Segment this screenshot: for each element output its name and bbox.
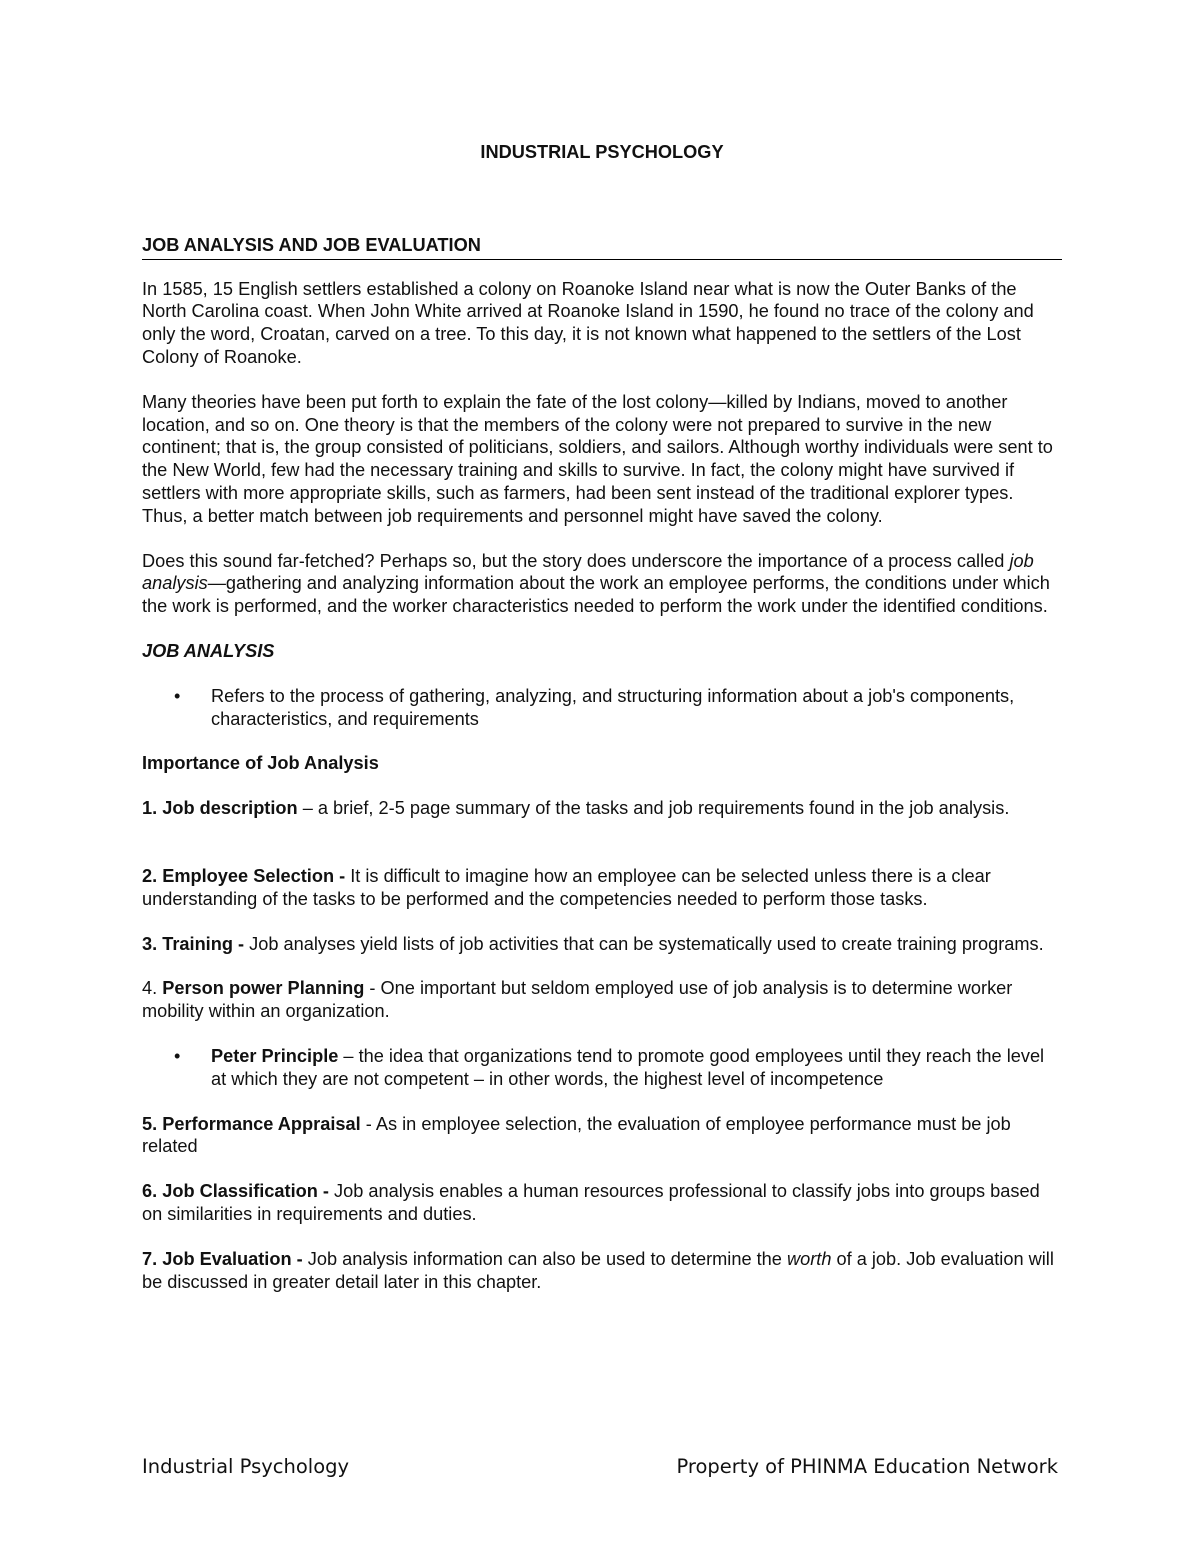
item-text: – a brief, 2-5 page summary of the tasks and job requirements found in the job analysis. bbox=[297, 798, 1010, 819]
item-text-after: of a job. Job evaluation will be discussed in greater detail later in this chapter. bbox=[142, 1248, 1054, 1292]
job-analysis-list bbox=[142, 685, 1062, 731]
item-text: - As in employee selection, the evaluation of employee performance must be job related bbox=[142, 1113, 1011, 1157]
footer-right-text: Property of PHINMA Education Network bbox=[676, 1455, 1058, 1478]
importance-item-person-power-planning bbox=[142, 977, 1062, 1023]
item-text: - One important but seldom employed use of job analysis is to determine worker mobility within an organization. bbox=[142, 978, 1013, 1022]
importance-item-job-description bbox=[142, 797, 1062, 820]
document-body bbox=[142, 141, 1062, 1293]
item-label: 3. Training - bbox=[142, 933, 250, 954]
paragraph-job-analysis-definition bbox=[142, 550, 1062, 618]
list-item-text: Refers to the process of gathering, analyzing, and structuring information about a job's components, characteristics, and requirements bbox=[211, 685, 1015, 729]
importance-item-training bbox=[142, 933, 1062, 956]
item-number: 4. bbox=[142, 978, 163, 999]
importance-item-job-classification bbox=[142, 1180, 1062, 1226]
section-heading: JOB ANALYSIS AND JOB EVALUATION bbox=[142, 234, 1062, 260]
para3-text-after: —gathering and analyzing information about the work an employee performs, the conditions under which the work is performed, and the worker characteristics needed to perform the work under the identified conditions. bbox=[142, 573, 1050, 617]
item-text: Job analysis enables a human resources professional to classify jobs into groups based on similarities in requirements and duties. bbox=[142, 1181, 1040, 1224]
peter-principle-list bbox=[142, 1045, 1062, 1091]
item-label: 1. Job description bbox=[142, 798, 298, 819]
paragraph-theories: Many theories have been put forth to explain the fate of the lost colony—killed by Indians, moved to another location, and so on. One theory is that the members of the colony were not prepared to survive in the new continent; that is, the group consisted of politicians, soldiers, and sailors. Although worthy individuals were sent to the New World, few had the necessary training and skills to survive. In fact, the colony might have survived if settlers with more appropriate skills, such as farmers, had been sent instead of the traditional explorer types. Thus, a better match between job requirements and personnel might have saved the colony. bbox=[142, 391, 1053, 526]
bullet-icon: • bbox=[174, 685, 181, 706]
importance-heading: Importance of Job Analysis bbox=[142, 753, 379, 774]
item-text: It is difficult to imagine how an employee can be selected unless there is a clear understanding of the tasks to be performed and the competencies needed to perform those tasks. bbox=[142, 865, 991, 909]
footer-left-text: Industrial Psychology bbox=[142, 1455, 350, 1478]
bullet-icon: • bbox=[174, 1045, 181, 1066]
item-text-before: Job analysis information can also be used to determine the bbox=[307, 1248, 787, 1269]
item-label: 7. Job Evaluation - bbox=[142, 1248, 308, 1269]
list-item bbox=[142, 685, 1062, 731]
item-label: 5. Performance Appraisal bbox=[142, 1113, 361, 1134]
para3-text-before: Does this sound far-fetched? Perhaps so, but the story does underscore the importance of a process called bbox=[142, 550, 1010, 571]
item-label: 2. Employee Selection - bbox=[142, 865, 351, 886]
worth-term: worth bbox=[786, 1248, 832, 1269]
importance-item-job-evaluation bbox=[142, 1248, 1062, 1294]
item-label: 6. Job Classification - bbox=[142, 1181, 335, 1202]
page-title: INDUSTRIAL PSYCHOLOGY bbox=[480, 142, 724, 162]
job-analysis-term: job analysis bbox=[142, 550, 1034, 594]
peter-principle-label: Peter Principle bbox=[211, 1045, 339, 1066]
job-analysis-heading: JOB ANALYSIS bbox=[142, 640, 275, 661]
importance-item-performance-appraisal bbox=[142, 1113, 1062, 1159]
paragraph-roanoke: In 1585, 15 English settlers established a colony on Roanoke Island near what is now the Outer Banks of the North Carolina coast. When John White arrived at Roanoke Island in 1590, he found no trace of the colony and only the word, Croatan, carved on a tree. To this day, it is not known what happened to the settlers of the Lost Colony of Roanoke. bbox=[142, 278, 1034, 367]
importance-item-employee-selection bbox=[142, 865, 1062, 911]
peter-principle-text: – the idea that organizations tend to promote good employees until they reach the level at which they are not competent – in other words, the highest level of incompetence bbox=[211, 1045, 1045, 1089]
item-text: Job analyses yield lists of job activities that can be systematically used to create training programs. bbox=[249, 933, 1044, 954]
item-label: Person power Planning bbox=[162, 978, 365, 999]
list-item bbox=[142, 1045, 1062, 1091]
